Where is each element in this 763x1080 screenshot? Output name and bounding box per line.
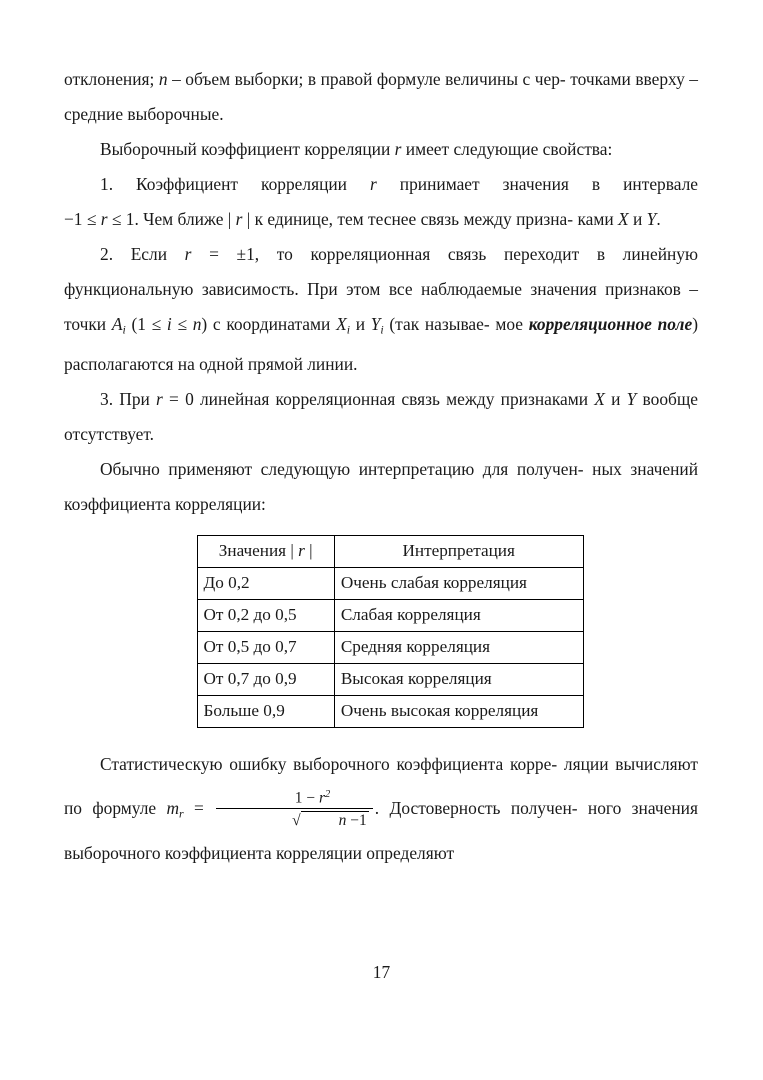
- text-run: и: [349, 314, 371, 334]
- subscript-i: i: [380, 322, 384, 337]
- paragraph-7-standard-error: [64, 742, 698, 870]
- text-run: свойства:: [542, 139, 613, 159]
- math-x: X: [618, 209, 629, 229]
- math-y: Y: [370, 314, 381, 334]
- text-run: Значения |: [218, 541, 299, 561]
- math-xi: [336, 314, 350, 337]
- math-r: r: [156, 389, 163, 410]
- subscript-i: i: [346, 322, 350, 337]
- math-n: n: [158, 69, 168, 89]
- text-run: – объем выборки; в правой формуле величины с чер-: [167, 69, 566, 89]
- page-content: [64, 62, 698, 871]
- paragraph-2: [64, 132, 698, 167]
- paragraph-5-property-3: [64, 382, 698, 452]
- text-run: признаков – точки: [64, 279, 698, 334]
- sqrt-icon: √: [292, 811, 301, 829]
- text-run: 3. При: [100, 389, 157, 410]
- math-n: n: [192, 314, 202, 334]
- math-r: r: [184, 244, 192, 264]
- fraction-numerator: [216, 789, 373, 809]
- math-y: Y: [646, 209, 657, 229]
- text-run: и: [628, 209, 647, 229]
- inline-formula-range: [64, 209, 242, 229]
- text-run: ных значений коэффициента корреляции:: [64, 459, 699, 515]
- table-cell-range: До 0,2: [197, 568, 334, 600]
- paragraph-1: [64, 62, 698, 132]
- emphasis-correlation-field: корреляционное поле: [528, 314, 693, 334]
- fraction: [216, 789, 373, 830]
- text-run: принимает значения в интервале: [376, 174, 698, 194]
- text-run: 1: [294, 789, 303, 807]
- fraction-denominator: [216, 809, 373, 830]
- math-x: X: [336, 314, 347, 334]
- text-run: |: [304, 541, 313, 561]
- text-run: (1 ≤: [125, 314, 167, 334]
- text-run: | к единице, тем теснее связь между призна-: [242, 209, 574, 229]
- table-cell-range: От 0,2 до 0,5: [197, 600, 334, 632]
- text-run: 2. Если: [100, 244, 185, 264]
- table-header-interpretation: Интерпретация: [334, 536, 583, 568]
- text-run: (так называе-: [383, 314, 490, 334]
- interpretation-table: [197, 535, 584, 728]
- text-run: ≤ 1. Чем ближе |: [107, 209, 236, 229]
- math-r: r: [318, 789, 325, 807]
- table-cell-interpretation: Высокая корреляция: [334, 664, 583, 696]
- table-row: [197, 664, 583, 696]
- math-r: r: [394, 139, 402, 159]
- formula-mr: [166, 788, 374, 829]
- text-run: мое: [495, 314, 529, 334]
- table-row: [197, 568, 583, 600]
- text-run: вообще отсутствует.: [64, 389, 698, 445]
- text-run: ного значения выборочного коэффициента корреляции определяют: [64, 798, 698, 863]
- table-header-values: [197, 536, 334, 568]
- table-cell-range: От 0,5 до 0,7: [197, 632, 334, 664]
- page-number: 17: [372, 962, 391, 982]
- sqrt-radicand: [301, 811, 369, 830]
- text-run: Обычно применяют следующую интерпретацию для получен-: [100, 459, 584, 480]
- table-cell-interpretation: Средняя корреляция: [334, 632, 583, 664]
- text-run: ками: [577, 209, 619, 229]
- paragraph-6-intro-table: [64, 452, 698, 522]
- text-run: имеет следующие: [401, 139, 539, 159]
- text-run: = 0 линейная корреляционная связь между признаками: [162, 389, 589, 410]
- text-run: .: [656, 209, 661, 229]
- math-a: A: [111, 314, 123, 334]
- text-run: ) располагаются на одной прямой линии.: [64, 314, 698, 375]
- text-run: Выборочный коэффициент корреляции: [100, 139, 395, 159]
- math-n: n: [338, 811, 347, 829]
- math-r: r: [370, 174, 377, 194]
- subscript-i: i: [122, 322, 126, 337]
- table-cell-range: Больше 0,9: [197, 696, 334, 728]
- table-row: [197, 696, 583, 728]
- text-run: ) с координатами: [201, 314, 337, 334]
- superscript-2: 2: [324, 788, 331, 800]
- text-run: отклонения;: [64, 69, 159, 89]
- text-run: −: [302, 789, 319, 807]
- text-run: Статистическую ошибку выборочного коэффициента корре-: [100, 754, 558, 775]
- text-run: 1. Коэффициент корреляции: [100, 174, 370, 194]
- text-run: −1: [346, 811, 367, 829]
- table-cell-range: От 0,7 до 0,9: [197, 664, 334, 696]
- text-run: ≤: [171, 314, 193, 334]
- math-r: r: [235, 209, 243, 229]
- subscript-r: r: [179, 806, 184, 821]
- paragraph-4-property-2: [64, 237, 698, 382]
- equals-sign: =: [183, 798, 215, 819]
- math-point-ai: [111, 314, 126, 337]
- text-run: . Достоверность получен-: [374, 798, 578, 819]
- math-x: X: [594, 389, 605, 410]
- text-run: = ±1: [191, 244, 255, 264]
- math-i: i: [166, 314, 172, 334]
- interpretation-table-wrapper: [64, 535, 698, 728]
- text-run: ляции вычисляют по формуле: [64, 754, 698, 819]
- table-row: [197, 600, 583, 632]
- math-r: r: [298, 541, 305, 561]
- text-run: функциональную зависимость. При этом все наблюдаемые значения: [64, 279, 597, 299]
- text-run: −1 ≤: [64, 209, 101, 229]
- table-cell-interpretation: Слабая корреляция: [334, 600, 583, 632]
- math-m: m: [166, 798, 180, 819]
- math-y: Y: [626, 389, 637, 410]
- table-cell-interpretation: Очень слабая корреляция: [334, 568, 583, 600]
- math-r: r: [100, 209, 108, 229]
- math-yi: [370, 314, 384, 337]
- text-run: точками вверху – средние выборочные.: [64, 69, 698, 124]
- table-header-row: [197, 536, 583, 568]
- text-run: и: [604, 389, 627, 410]
- table-row: [197, 632, 583, 664]
- paragraph-3-property-1: [64, 167, 698, 237]
- table-cell-interpretation: Очень высокая корреляция: [334, 696, 583, 728]
- text-run: , то корреляционная связь переходит в линейную: [254, 244, 698, 264]
